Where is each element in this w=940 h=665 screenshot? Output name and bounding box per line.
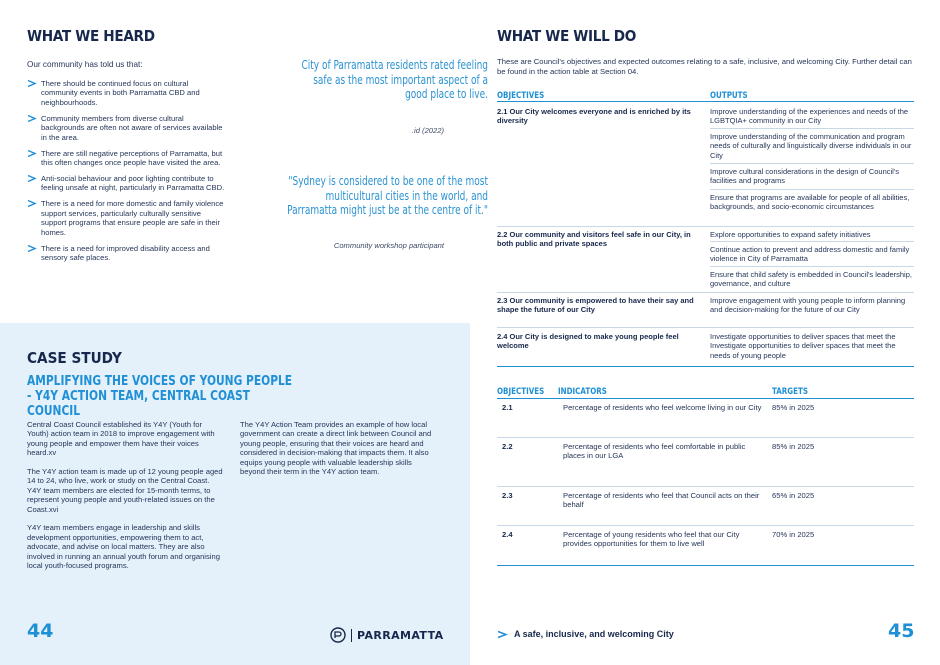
col-objectives-header: OBJECTIVES [497, 90, 545, 100]
what-we-heard-heading: WHAT WE HEARD [27, 27, 155, 45]
list-item: There is a need for more domestic and family violence support services, particularly culturally sensitive support programs that ensure people are safe in their homes. [27, 199, 227, 237]
row-divider [710, 266, 914, 267]
what-we-will-do-heading: WHAT WE WILL DO [497, 27, 637, 45]
case-study-column-2 [240, 420, 432, 486]
chevron-right-icon [497, 630, 508, 639]
heard-intro: Our community has told us that: [27, 60, 143, 69]
indicator-number: 2.3 [502, 491, 513, 500]
quote-multicultural: "Sydney is considered to be one of the most multicultural cities in the world, and Parramatta might just be at the centre of it." [287, 174, 488, 218]
quote-safety: City of Parramatta residents rated feeling safe as the most important aspect of a good place to live. [301, 58, 488, 102]
indicator-text: Percentage of residents who feel comfortable in public places in our LGA [563, 442, 746, 461]
objective-2-1: 2.1 Our City welcomes everyone and is enriched by its diversity [497, 107, 691, 126]
objective-2-4: 2.4 Our City is designed to make young people feel welcome [497, 332, 679, 351]
output-item: Improve understanding of the communication and program needs of culturally and linguistically diverse individuals in our City [710, 132, 912, 160]
indicator-text: Percentage of residents who feel that Council acts on their behalf [563, 491, 760, 510]
indicator-text: Percentage of young residents who feel that our City provides opportunities for them to live well [563, 530, 740, 549]
output-item: Improve engagement with young people to inform planning and decision-making for the future of our City [710, 296, 906, 315]
chevron-bullet-icon [27, 79, 37, 88]
parramatta-logo [330, 627, 444, 643]
output-item: Explore opportunities to expand safety initiatives [710, 230, 871, 239]
indicator-number: 2.2 [502, 442, 513, 451]
paragraph: Central Coast Council established its Y4Y (Youth for Youth) action team in 2018 to improve engagement with young people and empower them have their voices heard.xv [27, 420, 215, 458]
logo-wordmark: PARRAMATTA [357, 628, 444, 642]
list-item: There is a need for improved disability access and sensory safe places. [27, 244, 227, 263]
row-divider [497, 525, 914, 526]
objective-2-3: 2.3 Our community is empowered to have their say and shape the future of our City [497, 296, 694, 315]
col-outputs-header: OUTPUTS [710, 90, 748, 100]
row-divider [497, 327, 914, 328]
table-header-rule [497, 101, 914, 102]
col2-objectives-header: OBJECTIVES [497, 386, 545, 396]
paragraph: The Y4Y action team is made up of 12 young people aged 14 to 24, who live, work or study on the Central Coast. Y4Y team members are elected for 15-month terms, to represent young people and youth-related issues on the Coast.xvi [27, 467, 223, 514]
row-divider [497, 292, 914, 293]
will-do-intro: These are Council's objectives and expected outcomes relating to a safe, inclusive, and welcoming City. Further detail can be found in the action table at Section 04. [497, 57, 912, 76]
output-item: Investigate opportunities to deliver spaces that meet the Investigate opportunities to deliver spaces that meet the needs of young people [710, 332, 896, 360]
city-crest-icon [330, 627, 346, 643]
chevron-bullet-icon [27, 199, 37, 208]
list-item: There are still negative perceptions of Parramatta, but this often changes once people have visited the area. [27, 149, 227, 168]
logo-divider [351, 629, 352, 642]
case-study-title: CASE STUDY [27, 349, 122, 367]
chevron-bullet-icon [27, 149, 37, 158]
page-number-left: 44 [27, 620, 54, 642]
row-divider [497, 437, 914, 438]
indicator-target: 85% in 2025 [772, 442, 815, 451]
row-divider [497, 226, 914, 227]
paragraph: The Y4Y Action Team provides an example of how local government can create a direct link between Council and young people, ensuring that their voices are heard and considered in decision-making that impacts them. It also equips young people with valuable leadership skills beyond their term in the Y4Y action team. [240, 420, 432, 477]
indicator-target: 70% in 2025 [772, 530, 815, 539]
row-divider [497, 486, 914, 487]
indicators-header-rule [497, 398, 914, 399]
col2-indicators-header: INDICATORS [558, 386, 607, 396]
right-page [470, 0, 940, 665]
heard-list [27, 79, 227, 269]
indicator-number: 2.4 [502, 530, 513, 539]
output-item: Ensure that child safety is embedded in Council's leadership, governance, and culture [710, 270, 912, 289]
paragraph: Y4Y team members engage in leadership and skills development opportunities, empowering them to act, advocate, and advise on local matters. They are also involved in running an annual youth forum and organising local youth-focused programs. [27, 523, 220, 571]
row-divider [710, 163, 914, 164]
quote-safety-citation: .id (2022) [411, 126, 444, 135]
indicator-number: 2.1 [502, 403, 513, 412]
list-item: Anti-social behaviour and poor lighting contribute to feeling unsafe at night, particularly in Parramatta CBD. [27, 174, 227, 193]
output-item: Continue action to prevent and address domestic and family violence in City of Parramatta [710, 245, 910, 264]
col2-targets-header: TARGETS [772, 386, 808, 396]
output-item: Improve cultural considerations in the design of Council's facilities and programs [710, 167, 900, 186]
output-item: Ensure that programs are available for people of all abilities, backgrounds, and socio-economic circumstances [710, 193, 910, 212]
list-item: There should be continued focus on cultural community events in both Parramatta CBD and neighbourhoods. [27, 79, 227, 107]
page-number-right: 45 [888, 620, 915, 642]
chevron-bullet-icon [27, 174, 37, 183]
indicator-text: Percentage of residents who feel welcome living in our City [563, 403, 762, 412]
case-study-column-1 [27, 420, 223, 580]
section-footer [497, 629, 674, 639]
indicator-target: 65% in 2025 [772, 491, 815, 500]
list-item: Community members from diverse cultural backgrounds are often not aware of services available in the area. [27, 114, 227, 142]
case-study-subtitle: AMPLIFYING THE VOICES OF YOUNG PEOPLE - Y4Y ACTION TEAM, CENTRAL COAST COUNCIL [27, 374, 293, 419]
indicators-bottom-rule [497, 565, 914, 566]
table-bottom-rule [497, 366, 914, 367]
objective-2-2: 2.2 Our community and visitors feel safe in our City, in both public and private spaces [497, 230, 691, 249]
row-divider [710, 189, 914, 190]
output-item: Improve understanding of the experiences and needs of the LGBTQIA+ community in our City [710, 107, 909, 126]
chevron-bullet-icon [27, 244, 37, 253]
chevron-bullet-icon [27, 114, 37, 123]
section-footer-text: A safe, inclusive, and welcoming City [514, 629, 674, 639]
row-divider [710, 128, 914, 129]
row-divider [710, 241, 914, 242]
quote-multicultural-citation: Community workshop participant [333, 241, 444, 250]
indicator-target: 85% in 2025 [772, 403, 815, 412]
